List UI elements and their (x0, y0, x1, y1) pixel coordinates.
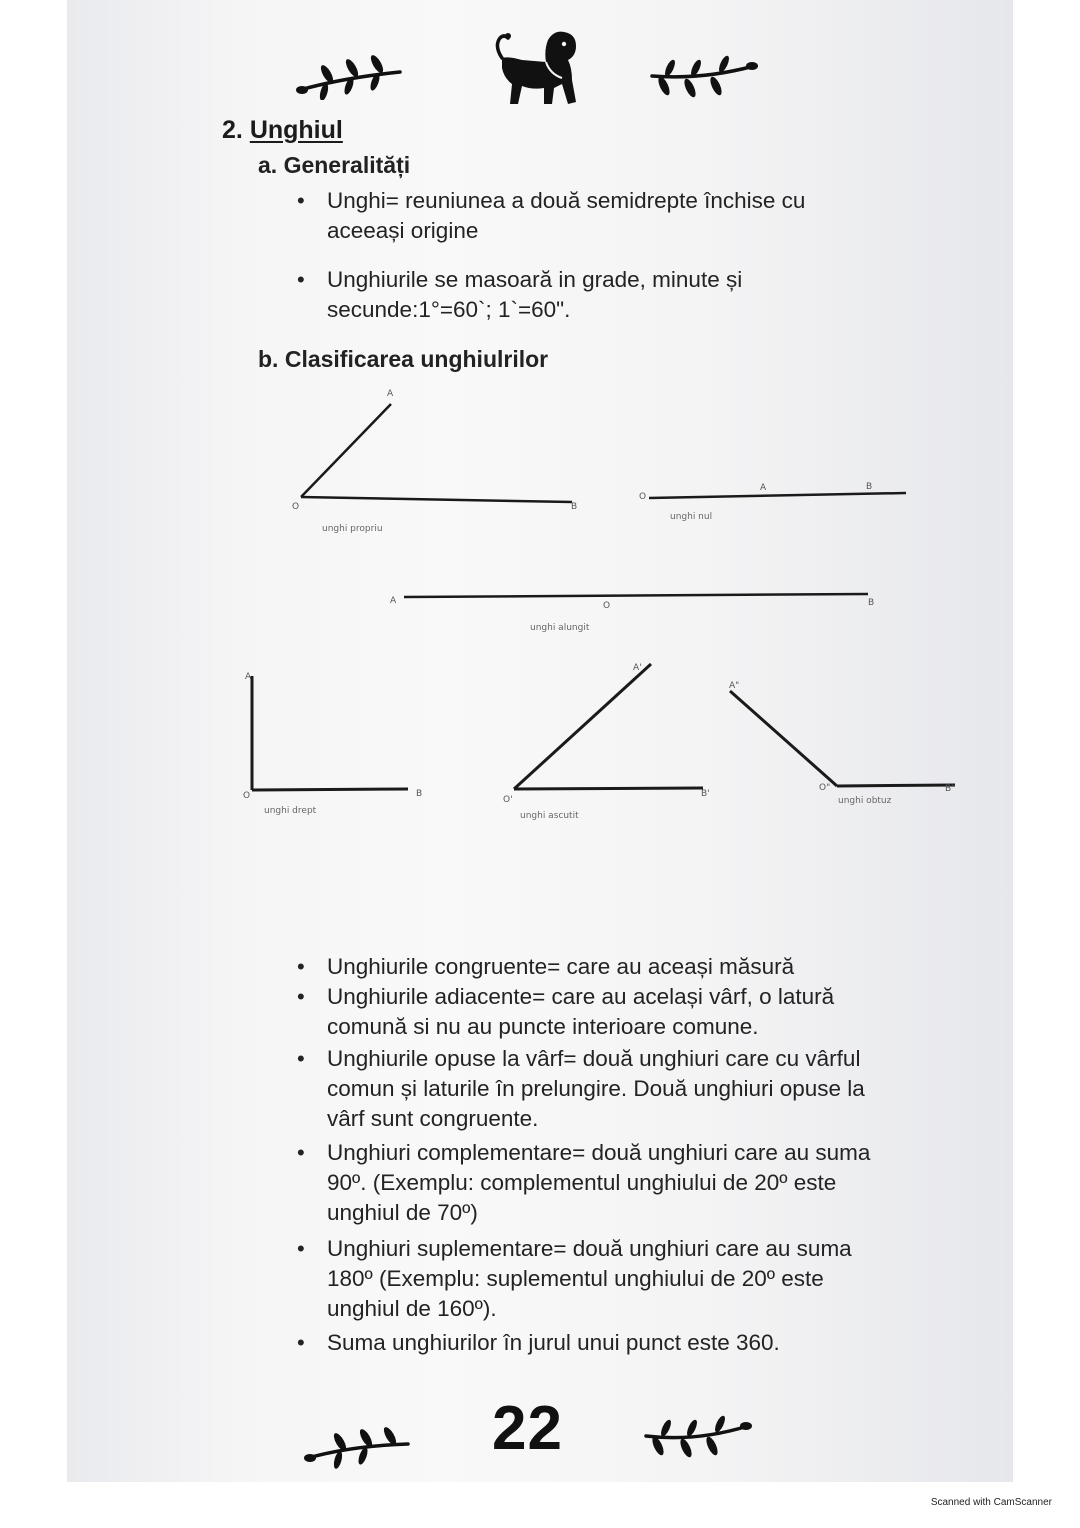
point-label: A (245, 672, 252, 682)
section-label: Unghiul (249, 116, 343, 144)
branch-right-icon (636, 1412, 756, 1462)
bullet-icon: • (297, 984, 305, 1009)
section-number: 2. (222, 116, 243, 144)
bullet-icon: • (297, 1236, 305, 1261)
list-item: • Unghiurile adiacente= care au același vârf, o latură comună si nu au puncte interioare comune. (297, 984, 835, 1039)
point-label: B (571, 502, 578, 512)
point-label: B' (701, 789, 710, 799)
bullet-icon: • (297, 954, 305, 979)
bullet-icon: • (297, 188, 305, 213)
point-label: O" (819, 783, 831, 793)
subsection-b-title: b. Clasificarea unghiulrilor (258, 346, 549, 372)
figure-caption: unghi nul (670, 512, 713, 522)
point-label: B (866, 482, 873, 492)
list-item: • Unghiuri suplementare= două unghiuri care au suma 180º (Exemplu: suplementul unghiului de 20º este unghiul de 160º). (297, 1236, 852, 1321)
bullet-icon: • (297, 1140, 305, 1165)
figure-caption: unghi alungit (530, 623, 590, 633)
point-label: O' (503, 795, 513, 805)
point-label: A" (729, 681, 740, 691)
list-item: • Unghiurile se masoară in grade, minute și secunde:1°=60`; 1`=60". (297, 267, 743, 322)
page-number: 22 (492, 1394, 563, 1463)
bullet-icon: • (297, 267, 305, 292)
point-label: A' (633, 663, 642, 673)
figure-caption: unghi drept (264, 806, 317, 816)
point-label: B (416, 789, 423, 799)
figure-caption: unghi ascutit (520, 811, 579, 821)
point-label: O (639, 492, 647, 502)
branch-left-icon (300, 1420, 420, 1470)
figure-caption: unghi obtuz (838, 796, 892, 806)
point-label: O (603, 601, 611, 611)
point-label: A (760, 483, 767, 493)
list-item: • Suma unghiurilor în jurul unui punct este 360. (327, 1328, 780, 1358)
list-item: • Unghiurile opuse la vârf= două unghiuri care cu vârful comun și laturile în prelungire. Două unghiuri opuse la vârf sunt congruente. (297, 1046, 865, 1131)
point-label: B (868, 598, 875, 608)
point-label: B" (945, 784, 956, 794)
point-label: A (390, 596, 397, 606)
figure-caption: unghi propriu (322, 524, 383, 534)
list-item: • Unghiuri complementare= două unghiuri care au suma 90º. (Exemplu: complementul unghiului de 20º este unghiul de 70º) (297, 1140, 871, 1225)
bullet-icon: • (297, 1046, 305, 1071)
point-label: A (387, 389, 394, 399)
list-item: • Unghi= reuniunea a două semidrepte închise cu aceeași origine (297, 188, 806, 243)
scanner-watermark: Scanned with CamScanner (930, 1497, 1052, 1508)
list-item: • Unghiurile congruente= care au aceași măsură (327, 952, 794, 982)
point-label: O (292, 502, 300, 512)
point-label: O (243, 791, 251, 801)
subsection-a-title: a. Generalități (258, 152, 411, 178)
bullet-icon: • (297, 1330, 305, 1355)
